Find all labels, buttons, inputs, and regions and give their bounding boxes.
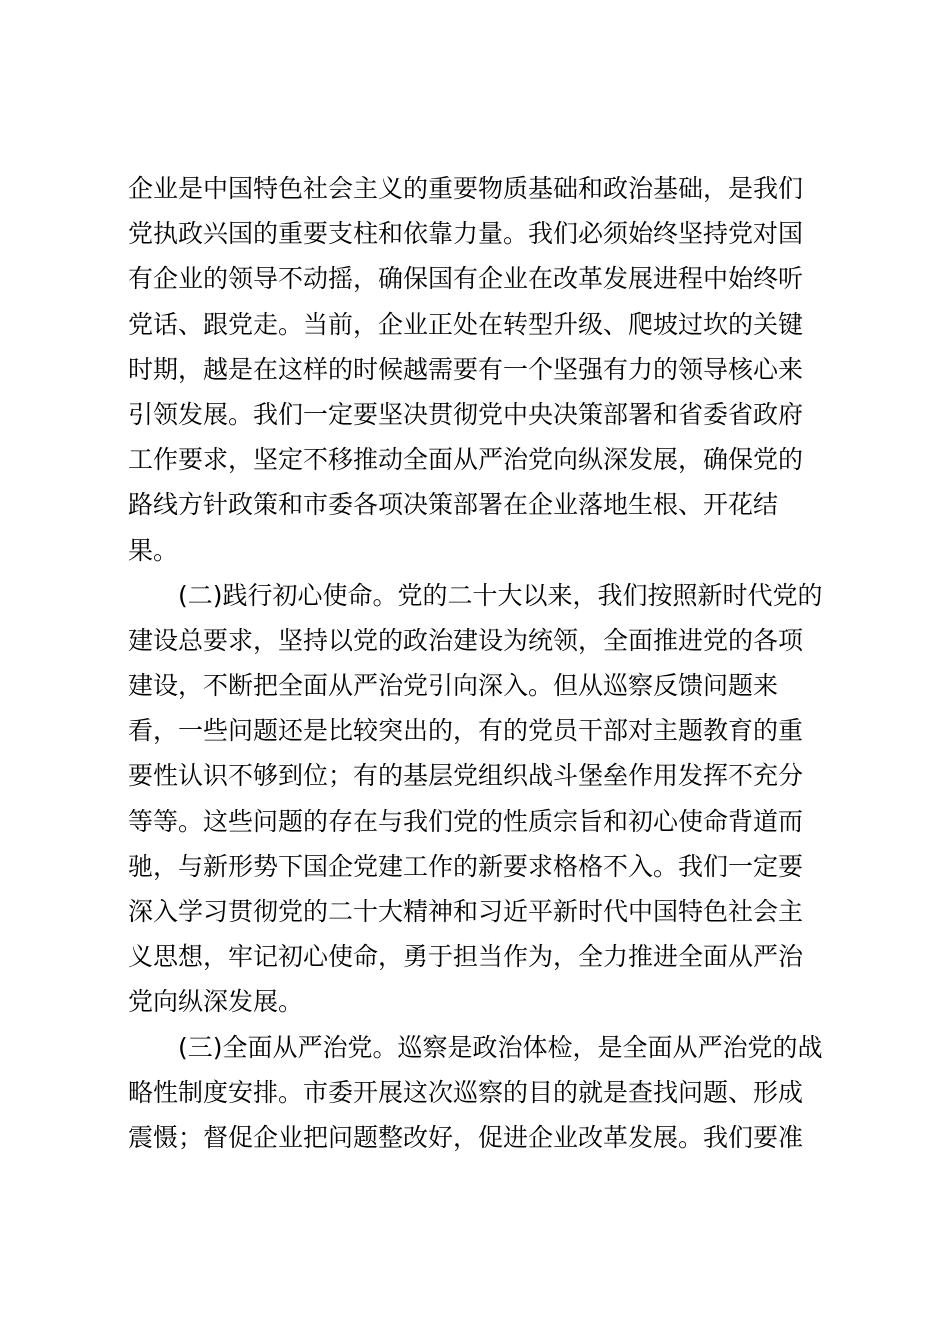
text-line: 深入学习贯彻党的二十大精神和习近平新时代中国特色社会主: [128, 897, 804, 926]
text-line: 建设总要求，坚持以党的政治建设为统领，全面推进党的各项: [128, 625, 804, 655]
text-line: 要性认识不够到位；有的基层党组织战斗堡垒作用发挥不充分: [128, 761, 804, 791]
text-line: 略性制度安排。市委开展这次巡察的目的就是查找问题、形成: [128, 1077, 804, 1107]
text-line: 党向纵深发展。: [128, 987, 304, 1017]
text-line: 企业是中国特色社会主义的重要物质基础和政治基础，是我们: [128, 174, 804, 203]
text-line: 看，一些问题还是比较突出的，有的党员干部对主题教育的重: [128, 716, 804, 746]
text-line: 果。: [128, 535, 179, 565]
text-line: 引领发展。我们一定要坚决贯彻党中央决策部署和省委省政府: [128, 399, 804, 429]
text-line: 建设，不断把全面从严治党引向深入。但从巡察反馈问题来: [128, 671, 779, 701]
text-line: 有企业的领导不动摇，确保国有企业在改革发展进程中始终听: [128, 264, 804, 294]
text-line: 时期，越是在这样的时候越需要有一个坚强有力的领导核心来: [128, 354, 804, 384]
text-line: 驰，与新形势下国企党建工作的新要求格格不入。我们一定要: [128, 851, 804, 881]
document-body: [128, 166, 828, 1160]
text-line: 等等。这些问题的存在与我们党的性质宗旨和初心使命背道而: [128, 806, 804, 836]
text-line: 党执政兴国的重要支柱和依靠力量。我们必须始终坚持党对国: [128, 219, 804, 249]
text-line: 路线方针政策和市委各项决策部署在企业落地生根、开花结: [128, 490, 779, 520]
text-line: 党话、跟党走。当前，企业正处在转型升级、爬坡过坎的关键: [128, 309, 804, 339]
text-line: 工作要求，坚定不移推动全面从严治党向纵深发展，确保党的: [128, 445, 804, 475]
section-heading-line: (三)全面从严治党。巡察是政治体检，是全面从严治党的战: [178, 1032, 823, 1062]
text-line: 震慑；督促企业把问题整改好，促进企业改革发展。我们要准: [128, 1122, 804, 1152]
section-heading-line: (二)践行初心使命。党的二十大以来，我们按照新时代党的: [178, 580, 823, 610]
text-line: 义思想，牢记初心使命，勇于担当作为，全力推进全面从严治: [128, 942, 804, 972]
